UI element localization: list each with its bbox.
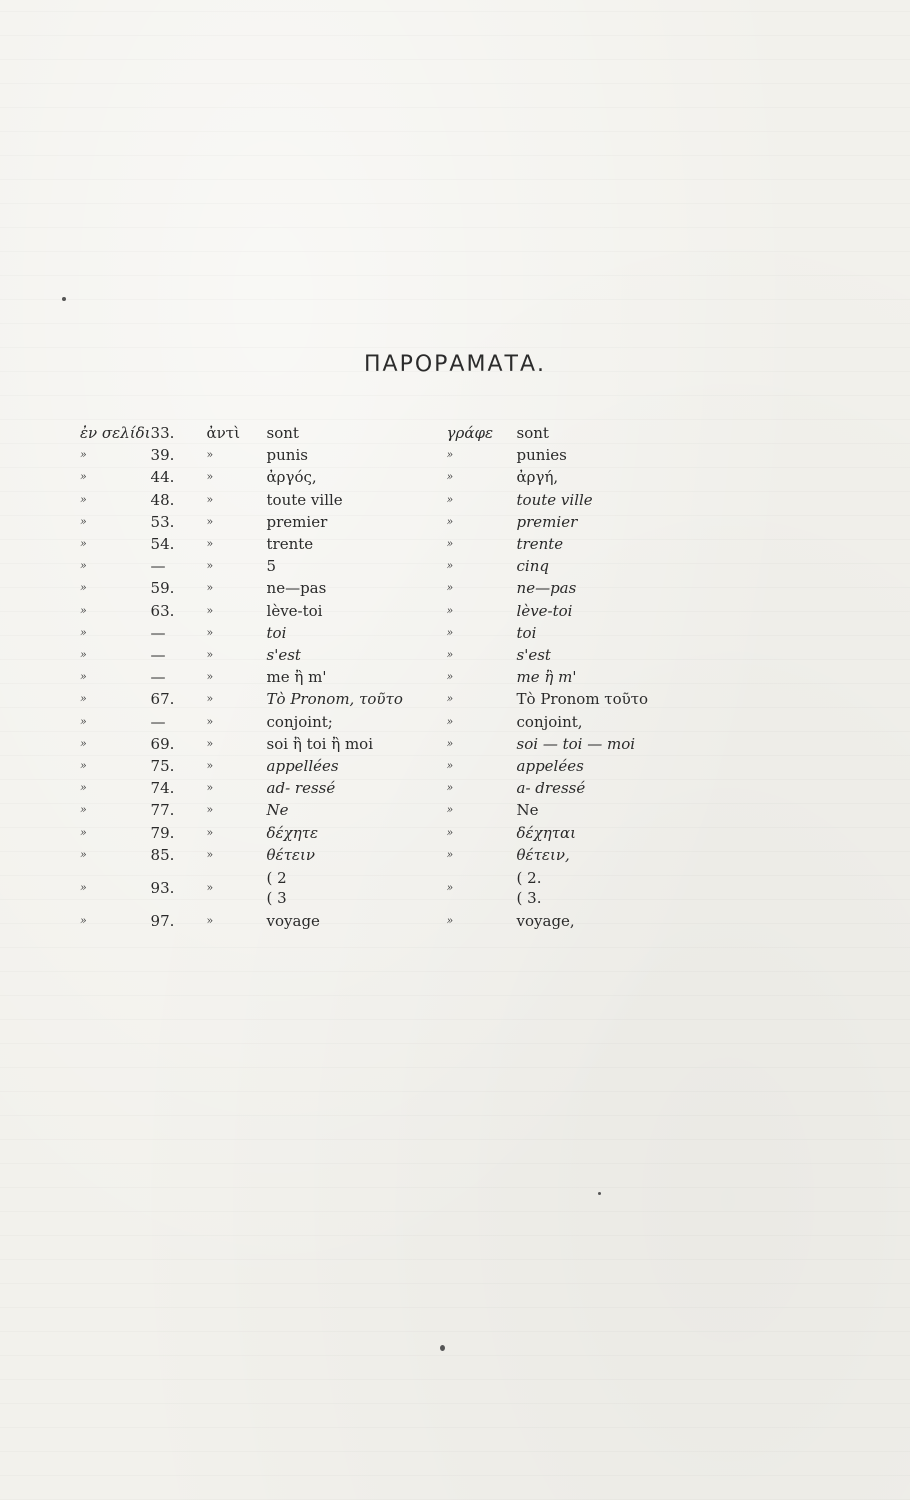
write-label: »: [446, 470, 454, 484]
errata-row: [80, 489, 737, 511]
correct-text: soi — toi — moi: [516, 734, 636, 753]
correct-text: a- dressé: [516, 779, 586, 798]
page-number: 44.: [150, 468, 175, 487]
wrong-text: ad- ressé: [266, 779, 336, 798]
page-number: 75.: [150, 757, 175, 776]
page-number: 85.: [150, 845, 175, 864]
wrong-text-line: ( 3: [266, 889, 287, 908]
correct-text: toute ville: [516, 490, 593, 509]
page-ref-label: »: [80, 448, 87, 462]
wrong-text: conjoint;: [266, 712, 333, 731]
errata-row: [80, 444, 737, 466]
instead-label: »: [206, 648, 214, 662]
wrong-text: sont: [266, 424, 299, 442]
page-number: 67.: [150, 690, 175, 709]
instead-label: »: [206, 736, 214, 750]
wrong-text: ἀργός,: [266, 468, 317, 487]
correct-text: Τὸ Pronom τοῦτο: [516, 690, 649, 709]
page-number: 33.: [150, 424, 175, 442]
wrong-text: trente: [266, 535, 314, 554]
correct-text: θέτειν,: [516, 845, 570, 864]
correct-text: lève-toi: [516, 601, 573, 620]
errata-row: [80, 910, 737, 932]
correct-text: Ne: [516, 801, 539, 820]
instead-label: »: [206, 559, 214, 573]
wrong-text: θέτειν: [266, 845, 315, 864]
page-ref-label: »: [80, 581, 87, 595]
page-ref-label: »: [80, 670, 87, 684]
page-ref-label: »: [80, 781, 87, 795]
errata-row: [80, 777, 737, 799]
write-label: »: [446, 692, 454, 706]
correct-text: sont: [516, 424, 549, 442]
instead-label: »: [206, 492, 214, 506]
correct-text: appelées: [516, 757, 584, 776]
page-ref-label: »: [80, 803, 87, 817]
page-number: 39.: [150, 446, 175, 465]
instead-label: ἀντὶ: [206, 424, 240, 442]
page-ref-label: »: [80, 914, 87, 928]
correct-text: me ἢ m': [516, 668, 577, 687]
errata-row: [80, 755, 737, 777]
correct-text: [517, 866, 737, 910]
write-label: »: [446, 648, 454, 662]
errata-row: [80, 644, 737, 666]
correct-text: conjoint,: [516, 712, 583, 731]
page-number: 63.: [150, 601, 175, 620]
page-number: —: [150, 668, 166, 687]
errata-row: [80, 733, 737, 755]
page-ref-label: »: [80, 692, 87, 706]
write-label: »: [446, 781, 454, 795]
page-ref-label: »: [80, 625, 87, 639]
errata-row: [80, 866, 737, 910]
instead-label: »: [206, 847, 214, 861]
wrong-text: toi: [266, 623, 287, 642]
errata-row: [80, 422, 737, 444]
instead-label: »: [206, 537, 214, 551]
page-ref-label: »: [80, 537, 87, 551]
write-label: »: [446, 670, 454, 684]
write-label: »: [446, 847, 454, 861]
errata-row: [80, 600, 737, 622]
ink-speck: [440, 1345, 445, 1351]
instead-label: »: [206, 914, 214, 928]
errata-row: [80, 711, 737, 733]
page-number: —: [150, 557, 166, 576]
page-number: —: [150, 646, 166, 665]
page-number: 97.: [150, 912, 175, 931]
errata-row: [80, 666, 737, 688]
wrong-text: δέχητε: [266, 823, 319, 842]
page-ref-label: »: [80, 648, 87, 662]
write-label: »: [446, 537, 454, 551]
instead-label: »: [206, 825, 214, 839]
page-number: 48.: [150, 490, 175, 509]
instead-label: »: [206, 514, 214, 528]
write-label: »: [446, 581, 454, 595]
write-label: »: [446, 803, 454, 817]
instead-label: »: [206, 670, 214, 684]
wrong-text: lève-toi: [266, 601, 323, 620]
wrong-text: premier: [266, 512, 328, 531]
errata-row: [80, 555, 737, 577]
ink-speck: [598, 1192, 601, 1195]
errata-row: [80, 688, 737, 710]
instead-label: »: [206, 803, 214, 817]
page-number: 79.: [150, 823, 175, 842]
correct-text-line: ( 3.: [516, 889, 542, 908]
correct-text: cinq: [516, 557, 549, 576]
correct-text-line: ( 2.: [516, 869, 542, 888]
page-ref-label: »: [80, 603, 87, 617]
write-label: »: [446, 881, 454, 895]
write-label: γράφε: [446, 424, 493, 442]
wrong-text: Ne: [266, 801, 289, 820]
write-label: »: [446, 759, 454, 773]
page-number: 69.: [150, 734, 175, 753]
correct-text: punies: [516, 446, 567, 465]
correct-text: δέχηται: [516, 823, 576, 842]
correct-text: trente: [516, 535, 564, 554]
instead-label: »: [206, 781, 214, 795]
write-label: »: [446, 603, 454, 617]
page-ref-label: »: [80, 714, 87, 728]
write-label: »: [446, 559, 454, 573]
wrong-text-line: ( 2: [266, 869, 287, 888]
page-number: 53.: [150, 512, 175, 531]
write-label: »: [446, 914, 454, 928]
errata-row: [80, 511, 737, 533]
write-label: »: [446, 625, 454, 639]
wrong-text: toute ville: [266, 490, 343, 509]
errata-row: [80, 622, 737, 644]
errata-row: [80, 577, 737, 599]
write-label: »: [446, 492, 454, 506]
page-ref-label: »: [80, 492, 87, 506]
instead-label: »: [206, 714, 214, 728]
page-number: 77.: [150, 801, 175, 820]
instead-label: »: [206, 448, 214, 462]
page-ref-label: »: [80, 881, 87, 895]
errata-body: [80, 422, 737, 932]
write-label: »: [446, 825, 454, 839]
ink-speck: [62, 297, 66, 301]
page-number: 93.: [150, 879, 175, 898]
page-number: 54.: [150, 535, 175, 554]
wrong-text: [267, 866, 447, 910]
page-number: —: [150, 623, 166, 642]
correct-text: voyage,: [516, 912, 575, 931]
page-ref-label: »: [80, 847, 87, 861]
errata-row: [80, 844, 737, 866]
wrong-text: voyage: [266, 912, 320, 931]
wrong-text: s'est: [266, 646, 301, 665]
page-ref-label: »: [80, 825, 87, 839]
page-ref-label: »: [80, 514, 87, 528]
instead-label: »: [206, 759, 214, 773]
page-number: —: [150, 712, 166, 731]
errata-row: [80, 533, 737, 555]
page-number: 59.: [150, 579, 175, 598]
instead-label: »: [206, 603, 214, 617]
errata-table: [80, 422, 737, 932]
page-number: 74.: [150, 779, 175, 798]
wrong-text: appellées: [266, 757, 339, 776]
wrong-text: me ἢ m': [266, 668, 327, 687]
write-label: »: [446, 514, 454, 528]
page-ref-label: »: [80, 470, 87, 484]
errata-row: [80, 466, 737, 488]
instead-label: »: [206, 881, 214, 895]
instead-label: »: [206, 470, 214, 484]
correct-text: ἀργή,: [516, 468, 559, 487]
correct-text: toi: [516, 623, 537, 642]
write-label: »: [446, 736, 454, 750]
page-ref-label: »: [80, 559, 87, 573]
page-ref-label: »: [80, 736, 87, 750]
page-ref-label: ἐν σελίδι: [80, 424, 151, 442]
instead-label: »: [206, 692, 214, 706]
errata-row: [80, 799, 737, 821]
correct-text: ne—pas: [516, 579, 577, 598]
instead-label: »: [206, 581, 214, 595]
wrong-text: ne—pas: [266, 579, 327, 598]
correct-text: premier: [516, 512, 578, 531]
wrong-text: Τὸ Pronom, τοῦτο: [266, 690, 403, 709]
wrong-text: punis: [266, 446, 308, 465]
write-label: »: [446, 448, 454, 462]
wrong-text: soi ἢ toi ἢ moi: [266, 734, 374, 753]
errata-row: [80, 822, 737, 844]
page-ref-label: »: [80, 759, 87, 773]
write-label: »: [446, 714, 454, 728]
instead-label: »: [206, 625, 214, 639]
correct-text: s'est: [516, 646, 551, 665]
page-title: ΠΑΡΟΡΑΜΑΤΑ.: [363, 352, 546, 377]
wrong-text: 5: [266, 557, 277, 576]
